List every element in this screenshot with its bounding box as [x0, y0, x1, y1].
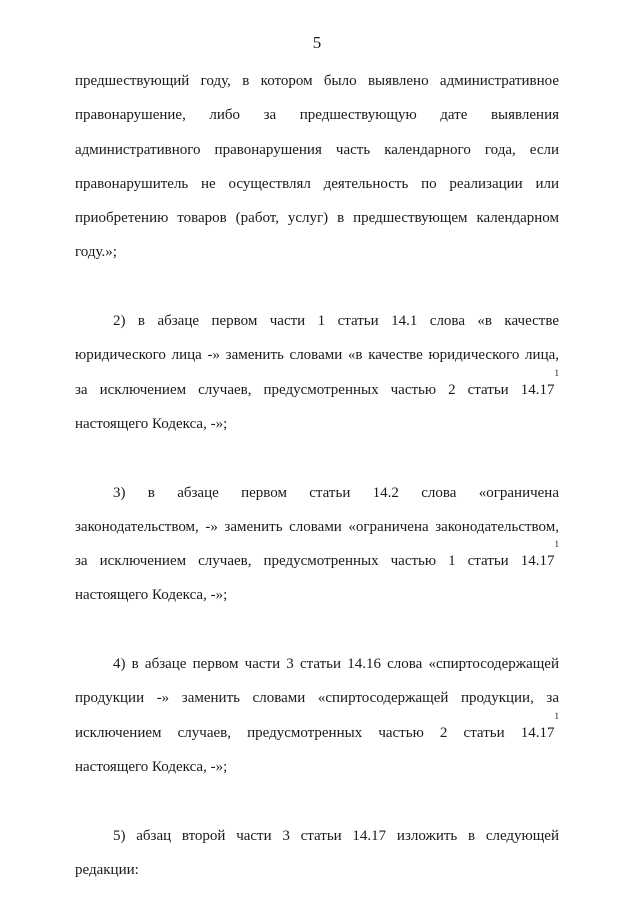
- text-line: за исключением случаев, предусмотренных частью 2 статьи 14.17: [75, 381, 555, 398]
- text-line: редакции:: [75, 861, 139, 878]
- text-line: году.»;: [75, 244, 117, 261]
- text-line: 5) абзац второй части 3 статьи 14.17 изложить в следующей: [113, 827, 559, 844]
- text-line: настоящего Кодекса, -»;: [75, 415, 228, 432]
- text-line: исключением случаев, предусмотренных частью 2 статьи 14.17: [75, 724, 555, 741]
- page-number: 5: [312, 33, 322, 52]
- text-line: за исключением случаев, предусмотренных частью 1 статьи 14.17: [75, 553, 555, 570]
- text-line: 4) в абзаце первом части 3 статьи 14.16 слова «спиртосодержащей: [113, 656, 559, 673]
- text-line: административного правонарушения часть календарного года, если: [75, 141, 559, 158]
- text-line-with-sup: [75, 710, 559, 750]
- text-line: правонарушение, либо за предшествующую дате выявления: [75, 107, 559, 124]
- superscript: 1: [554, 710, 559, 721]
- text-line: правонарушитель не осуществлял деятельность по реализации или: [75, 175, 559, 192]
- text-line: продукции -» заменить словами «спиртосодержащей продукции, за: [75, 690, 559, 707]
- text-line: 2) в абзаце первом части 1 статьи 14.1 слова «в качестве: [113, 313, 559, 330]
- text-line-with-sup: [75, 367, 559, 407]
- text-line: законодательством, -» заменить словами «ограничена законодательством,: [75, 518, 559, 535]
- text-line: приобретению товаров (работ, услуг) в предшествующем календарном: [75, 210, 559, 227]
- text-line: предшествующий году, в котором было выявлено административное: [75, 73, 559, 89]
- paragraph-continuation: [75, 64, 559, 887]
- superscript: 1: [554, 539, 559, 550]
- text-line-with-sup: [75, 539, 559, 578]
- text-line: 3) в абзаце первом статьи 14.2 слова «ограничена: [113, 484, 559, 501]
- text-line: юридического лица -» заменить словами «в качестве юридического лица,: [75, 347, 559, 364]
- superscript: 1: [554, 367, 559, 378]
- text-line: настоящего Кодекса, -»;: [75, 587, 228, 604]
- text-line: настоящего Кодекса, -»;: [75, 758, 228, 775]
